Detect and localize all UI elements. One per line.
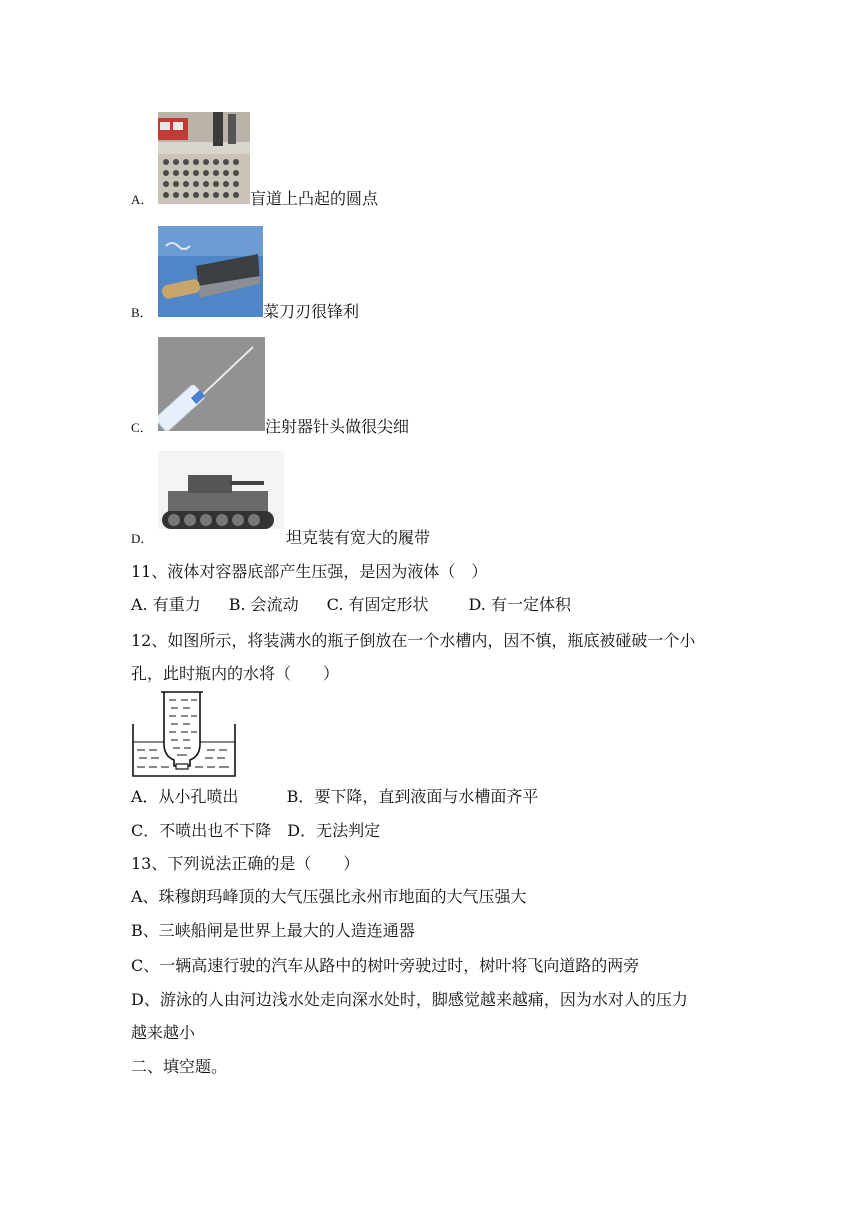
question-11-options xyxy=(131,594,571,616)
section-2-heading: 二、填空题。 xyxy=(131,1057,228,1076)
q11-option-b: B. 会流动 xyxy=(228,595,299,614)
option-letter-d: D． xyxy=(131,531,154,546)
option-letter-b: B． xyxy=(131,305,153,320)
q12-option-d: D．无法判定 xyxy=(287,821,381,840)
q13-option-d-cont: 越来越小 xyxy=(131,1023,196,1042)
option-letter-a: A． xyxy=(131,192,154,207)
q11-option-c: C. 有固定形状 xyxy=(326,595,429,614)
q11-option-a: A. 有重力 xyxy=(131,595,201,614)
bottle-trough-diagram xyxy=(131,690,237,778)
syringe-photo xyxy=(158,337,265,431)
q12-option-c: C．不喷出也不下降 xyxy=(131,821,272,840)
option-letter-c: C． xyxy=(131,420,153,435)
q13-option-a: A、珠穆朗玛峰顶的大气压强比永州市地面的大气压强大 xyxy=(131,887,527,906)
q12-option-a: A．从小孔喷出 xyxy=(131,787,239,806)
q13-option-d: D、游泳的人由河边浅水处走向深水处时，脚感觉越来越痛，因为水对人的压力 xyxy=(131,990,688,1009)
q13-option-c: C、一辆高速行驶的汽车从路中的树叶旁驶过时，树叶将飞向道路的两旁 xyxy=(131,956,640,975)
tactile-paving-photo xyxy=(158,112,250,204)
question-12-options-row2 xyxy=(131,820,380,842)
option-caption-a: 盲道上凸起的圆点 xyxy=(250,189,379,208)
tank-photo xyxy=(158,451,284,542)
question-11-stem: 11、液体对容器底部产生压强，是因为液体（ ） xyxy=(131,562,488,581)
q12-option-b: B．要下降，直到液面与水槽面齐平 xyxy=(286,787,539,806)
q13-option-b: B、三峡船闸是世界上最大的人造连通器 xyxy=(131,921,415,940)
option-caption-b: 菜刀刃很锋利 xyxy=(263,302,360,321)
option-caption-d: 坦克装有宽大的履带 xyxy=(286,528,431,547)
question-12-stem-line2: 孔，此时瓶内的水将（ ） xyxy=(131,664,340,683)
question-12-options-row1 xyxy=(131,786,538,808)
kitchen-knife-photo xyxy=(158,226,263,317)
question-13-stem: 13、下列说法正确的是（ ） xyxy=(131,854,360,873)
question-12-stem-line1: 12、如图所示，将装满水的瓶子倒放在一个水槽内，因不慎，瓶底被碰破一个小 xyxy=(131,631,696,650)
q11-option-d: D. 有一定体积 xyxy=(468,595,571,614)
option-caption-c: 注射器针头做很尖细 xyxy=(265,417,410,436)
